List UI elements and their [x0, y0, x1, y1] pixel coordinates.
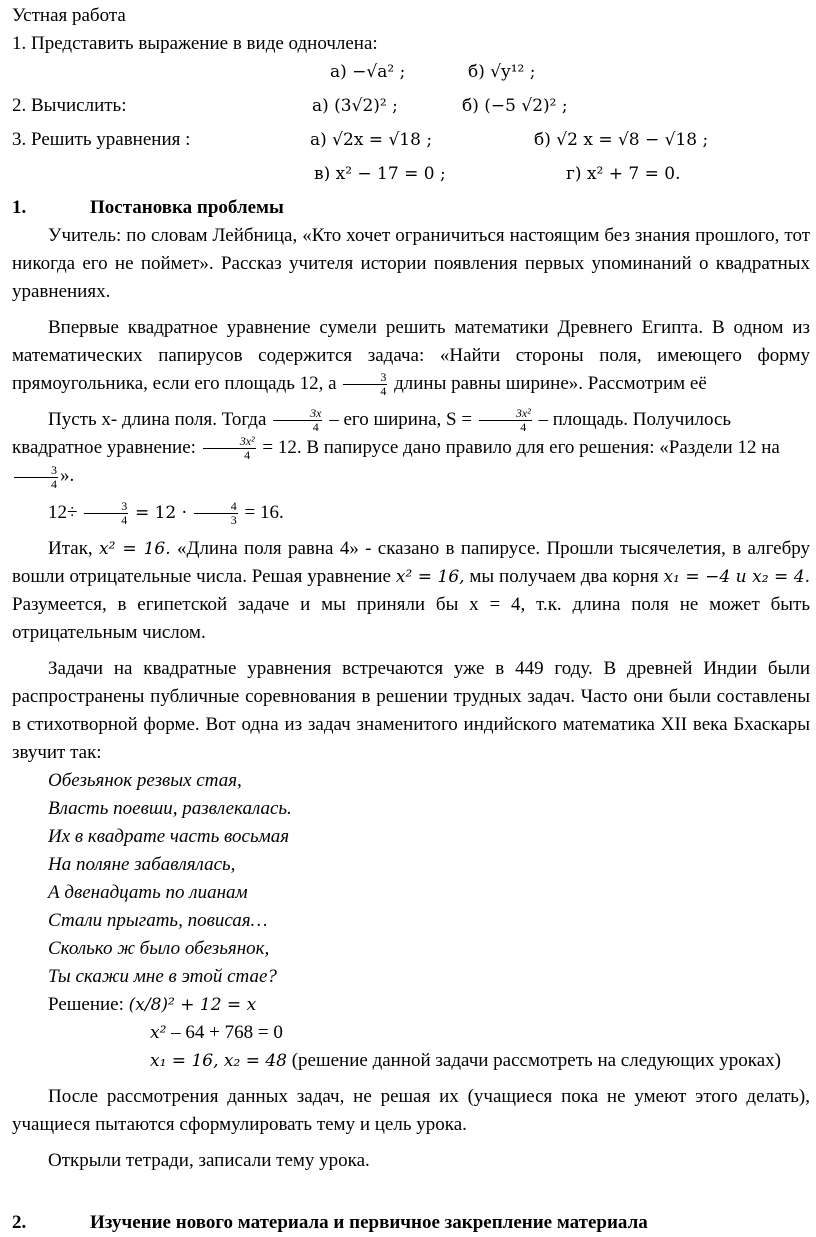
task-1-a: а) −√a² ;: [330, 62, 406, 82]
solution-line-3: x₁ = 16, x₂ = 48 (решение данной задачи рассмотреть на следующих уроках): [150, 1049, 782, 1071]
task-3-g: г) x² + 7 = 0.: [566, 164, 681, 184]
task-2: 2. Вычислить:: [12, 95, 127, 116]
task-2-row: [12, 92, 810, 126]
task-1-b: б) √y¹² ;: [468, 62, 536, 82]
solution-line-1: Решение: (x/8)² + 12 = x: [48, 993, 257, 1015]
paragraph-after: После рассмотрения данных задач, не решая их (учащиеся пока не умеют этого делать), учащиеся пытаются сформулировать тему и цель урока.: [12, 1085, 810, 1135]
paragraph-let-x: Пусть х- длина поля. Тогда $\frac{3x}{4}$ – его ширина, S = $\frac{\text{3x²}}{4}$ – площадь. Получилось квадратное уравнение: $\frac{\text{3x²}}{4}$ = 12. В папирусе дано правило для его решения: «Раздели 12 на $\frac{3}{4}$ ».: [12, 406, 780, 491]
poem: [12, 767, 810, 991]
section-1-title: Постановка проблемы: [90, 197, 284, 218]
poem-line: Стали прыгать, повисая…: [48, 909, 268, 931]
section-2-title: Изучение нового материала и первичное закрепление материала: [90, 1211, 648, 1233]
poem-line: Ты скажи мне в этой стае?: [48, 965, 277, 987]
paragraph-notebooks: Открыли тетради, записали тему урока.: [48, 1149, 370, 1171]
task-1: 1. Представить выражение в виде одночлена:: [12, 33, 378, 54]
task-2-a: а) (3√2)² ;: [312, 96, 398, 116]
task-3-v: в) x² − 17 = 0 ;: [314, 164, 446, 184]
poem-line: А двенадцать по лианам: [48, 881, 248, 903]
paragraph-egypt: Впервые квадратное уравнение сумели решить математики Древнего Египта. В одном из математических папирусов содержится задача: «Найти стороны поля, имеющего форму прямоугольника, если его площадь 12, а $\frac{3}{4}$ длины равны ширине». Рассмотрим её: [12, 317, 810, 399]
poem-line: Их в квадрате часть восьмая: [48, 825, 290, 847]
paragraph-leibniz: Учитель: по словам Лейбница, «Кто хочет ограничиться настоящим без знания прошлого, тот никогда его не поймет». Рассказ учителя истории появления первых упоминаний о квадратных уравнениях.: [12, 225, 810, 302]
task-3-a: а) √2x = √18 ;: [310, 130, 433, 150]
task-3: 3. Решить уравнения :: [12, 129, 191, 150]
task-3-row: [12, 126, 810, 160]
fraction-3-4-divisor: $\frac{3}{4}$: [14, 464, 58, 491]
section-1-number: 1.: [12, 197, 27, 218]
section-2-number: 2.: [12, 1211, 27, 1233]
task-3-row-2: [12, 160, 810, 194]
paragraph-roots: Итак, x² = 16. «Длина поля равна 4» - сказано в папирусе. Прошли тысячелетия, в алгебру вошли отрицательные числа. Решая уравнение x² = 16, мы получаем два корня x₁ = −4 и x₂ = 4. Разумеется, в египетской задаче и мы приняли бы х = 4, т.к. длина поля не может быть отрицательным числом.: [12, 537, 811, 643]
oral-title: Устная работа: [12, 5, 126, 26]
fraction-3-4: $\frac{3}{4}$: [343, 371, 387, 398]
solution-line-2: x² – 64 + 768 = 0: [150, 1021, 283, 1043]
fraction-3x-4: $\frac{3x}{4}$: [273, 407, 322, 434]
section-2-heading: [12, 1209, 810, 1237]
poem-line: Сколько ж было обезьянок,: [48, 937, 270, 959]
calculation-line: 12÷ $\frac{3}{4}$ = 12 · $\frac{4}{3}$ = 16.: [48, 498, 284, 527]
poem-line: Обезьянок резвых стая,: [48, 769, 242, 791]
task-2-b: б) (−5 √2)² ;: [462, 96, 568, 116]
fraction-3x2-4: $\frac{\text{3x²}}{4}$: [479, 407, 532, 434]
task-1-options: [12, 58, 810, 92]
section-1-heading: [12, 194, 810, 222]
paragraph-india: Задачи на квадратные уравнения встречаются уже в 449 году. В древней Индии были распространены публичные соревнования в решении трудных задач. Часто они были составлены в стихотворной форме. Вот одна из задач знаменитого индийского математика XII века Бхаскары звучит так:: [12, 657, 810, 763]
fraction-3x2-4-eq: $\frac{\text{3x²}}{4}$: [203, 435, 256, 462]
poem-line: Власть поевши, развлекалась.: [48, 797, 292, 819]
poem-line: На поляне забавлялась,: [48, 853, 236, 875]
task-3-b: б) √2 x = √8 − √18 ;: [534, 130, 709, 150]
